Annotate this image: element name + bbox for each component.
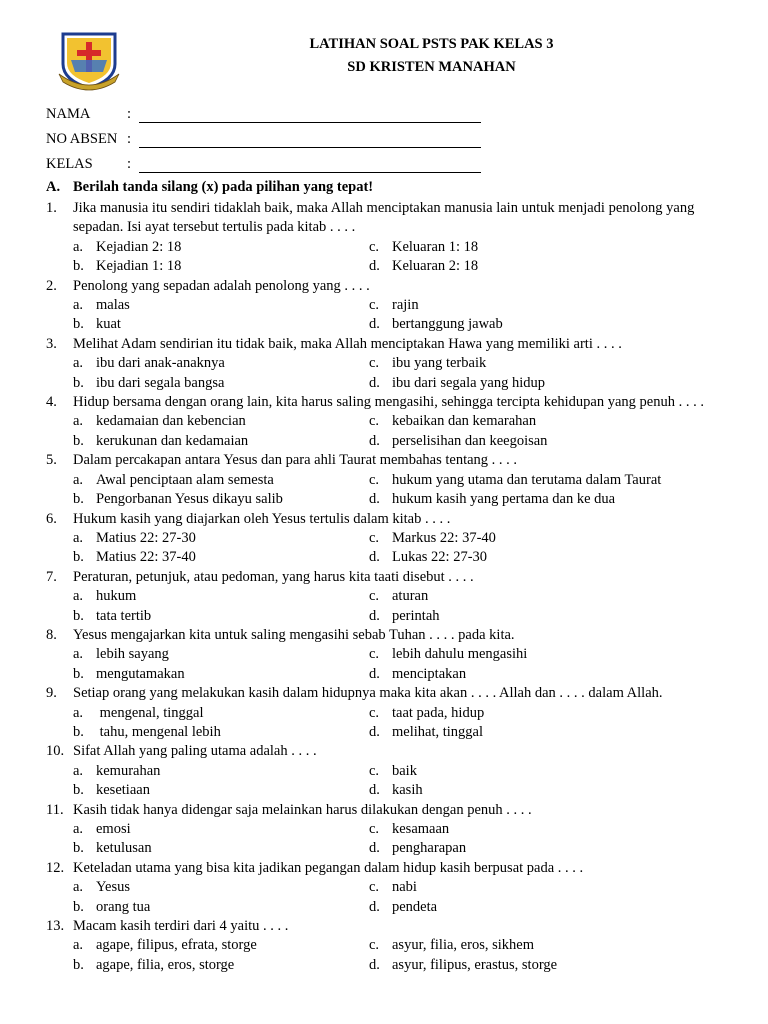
question-item: [46, 801, 716, 859]
question-number: 12.: [46, 859, 65, 876]
option-text: Matius 22: 37-40: [96, 549, 196, 566]
option-text: tata tertib: [96, 607, 152, 624]
option-letter: c.: [369, 762, 380, 779]
option-text: Yesus: [96, 879, 130, 896]
option-text: ibu dari segala bangsa: [96, 374, 225, 391]
option-letter: a.: [73, 471, 84, 488]
option-text: Keluaran 1: 18: [392, 238, 479, 255]
answer-option[interactable]: [369, 315, 689, 334]
question-text: Melihat Adam sendirian itu tidak baik, maka Allah menciptakan Hawa yang memiliki arti . . . .: [73, 335, 622, 352]
answer-option[interactable]: [369, 665, 689, 684]
option-text: kebaikan dan kemarahan: [392, 413, 537, 430]
answer-options: [73, 645, 716, 684]
question-number: 2.: [46, 277, 57, 294]
answer-option[interactable]: [369, 412, 689, 431]
option-letter: d.: [369, 607, 380, 624]
option-text: Lukas 22: 27-30: [392, 549, 488, 566]
answer-options: [73, 529, 716, 568]
option-text: Kejadian 1: 18: [96, 258, 182, 275]
question-text: Yesus mengajarkan kita untuk saling mengasihi sebab Tuhan . . . . pada kita.: [73, 626, 515, 643]
answer-option[interactable]: [369, 956, 689, 975]
option-text: malas: [96, 297, 130, 314]
option-letter: c.: [369, 413, 380, 430]
question-text: Hukum kasih yang diajarkan oleh Yesus tertulis dalam kitab . . . .: [73, 510, 451, 527]
field-label: NO ABSEN: [46, 131, 118, 147]
answer-option[interactable]: [369, 878, 689, 897]
question-item: [46, 277, 716, 335]
question-item: [46, 510, 716, 568]
option-text: ibu dari segala yang hidup: [392, 374, 546, 391]
question-item: [46, 859, 716, 917]
option-text: taat pada, hidup: [392, 704, 485, 721]
option-text: lebih sayang: [96, 646, 169, 663]
question-text: Hidup bersama dengan orang lain, kita harus saling mengasihi, sehingga tercipta kehidupan yang penuh . . . .: [73, 394, 704, 411]
answer-option[interactable]: [369, 723, 689, 742]
answer-option[interactable]: [369, 529, 689, 548]
answer-option[interactable]: [369, 296, 689, 315]
answer-options: [73, 238, 716, 277]
option-letter: a.: [73, 646, 84, 663]
answer-option[interactable]: [369, 587, 689, 606]
question-item: [46, 568, 716, 626]
option-text: Matius 22: 27-30: [96, 529, 196, 546]
option-letter: d.: [369, 665, 380, 682]
option-letter: c.: [369, 529, 380, 546]
question-item: [46, 451, 716, 509]
field-label: NAMA: [46, 106, 91, 122]
answer-option[interactable]: [369, 839, 689, 858]
option-letter: b.: [73, 723, 84, 740]
question-number: 6.: [46, 510, 57, 527]
question-item: [46, 393, 716, 451]
answer-option[interactable]: [369, 471, 689, 490]
option-letter: d.: [369, 782, 380, 799]
answer-options: [73, 471, 716, 510]
option-text: menciptakan: [392, 665, 467, 682]
answer-option[interactable]: [73, 645, 369, 664]
option-text: kuat: [96, 316, 121, 333]
option-text: perintah: [392, 607, 440, 624]
option-letter: b.: [73, 491, 84, 508]
answer-option[interactable]: [73, 936, 369, 955]
option-text: melihat, tinggal: [392, 723, 484, 740]
option-letter: c.: [369, 471, 380, 488]
option-letter: d.: [369, 898, 380, 915]
option-letter: c.: [369, 297, 380, 314]
answer-options: [73, 762, 716, 801]
option-text: nabi: [392, 879, 417, 896]
question-text: Penolong yang sepadan adalah penolong yang . . . .: [73, 277, 370, 294]
answer-options: [73, 412, 716, 451]
answer-option[interactable]: [73, 723, 369, 742]
option-text: mengutamakan: [96, 665, 185, 682]
option-letter: d.: [369, 316, 380, 333]
question-item: [46, 335, 716, 393]
question-text: Dalam percakapan antara Yesus dan para ahli Taurat membahas tentang . . . .: [73, 452, 518, 469]
question-number: 1.: [46, 200, 57, 216]
option-text: baik: [392, 762, 417, 779]
answer-option[interactable]: [73, 607, 369, 626]
option-text: kerukunan dan kedamaian: [96, 432, 249, 449]
answer-options: [73, 936, 716, 975]
option-letter: d.: [369, 491, 380, 508]
option-text: Markus 22: 37-40: [392, 529, 496, 546]
name-field[interactable]: [46, 103, 486, 125]
question-item: [46, 684, 716, 742]
answer-option[interactable]: [369, 432, 689, 451]
option-text: Awal penciptaan alam semesta: [96, 471, 274, 488]
answer-option[interactable]: [369, 374, 689, 393]
option-text: mengenal, tinggal: [96, 704, 204, 721]
answer-option[interactable]: [73, 878, 369, 897]
absen-field[interactable]: [46, 128, 486, 150]
field-colon: :: [127, 156, 132, 172]
option-letter: c.: [369, 588, 380, 605]
question-text: Sifat Allah yang paling utama adalah . . . .: [73, 743, 317, 760]
option-letter: b.: [73, 840, 84, 857]
option-text: kesamaan: [392, 821, 450, 837]
option-text: agape, filipus, efrata, storge: [96, 937, 257, 954]
option-letter: c.: [369, 879, 380, 896]
answer-options: [73, 878, 716, 917]
option-letter: a.: [73, 762, 84, 779]
question-text: Macam kasih terdiri dari 4 yaitu . . . .: [73, 918, 289, 935]
field-colon: :: [127, 106, 132, 122]
option-text: agape, filia, eros, storge: [96, 956, 235, 973]
answer-option[interactable]: [73, 898, 369, 917]
question-text: Setiap orang yang melakukan kasih dalam hidupnya maka kita akan . . . . Allah dan . . . . dalam Allah.: [73, 685, 663, 702]
option-letter: a.: [73, 821, 84, 837]
option-text: bertanggung jawab: [392, 316, 503, 333]
option-letter: b.: [73, 898, 84, 915]
school-name: SD KRISTEN MANAHAN: [347, 59, 516, 75]
answer-option[interactable]: [73, 471, 369, 490]
option-text: asyur, filipus, erastus, storge: [392, 956, 558, 973]
answer-option[interactable]: [73, 839, 369, 858]
field-label: KELAS: [46, 156, 93, 172]
option-letter: d.: [369, 723, 380, 740]
section-heading: [46, 179, 373, 196]
answer-line[interactable]: [139, 147, 481, 148]
question-number: 4.: [46, 394, 57, 411]
section-number: A.: [46, 179, 61, 195]
option-text: asyur, filia, eros, sikhem: [392, 937, 534, 954]
answer-option[interactable]: [73, 956, 369, 975]
answer-option[interactable]: [369, 238, 689, 257]
answer-option[interactable]: [369, 936, 689, 955]
option-letter: a.: [73, 529, 84, 546]
answer-option[interactable]: [369, 645, 689, 664]
option-text: Pengorbanan Yesus dikayu salib: [96, 491, 283, 508]
answer-option[interactable]: [73, 529, 369, 548]
answer-option[interactable]: [369, 781, 689, 800]
answer-line[interactable]: [139, 172, 481, 173]
question-number: 13.: [46, 918, 65, 935]
question-item: [46, 199, 716, 277]
option-letter: d.: [369, 549, 380, 566]
question-list: [46, 199, 716, 975]
option-letter: a.: [73, 879, 84, 896]
answer-option[interactable]: [73, 781, 369, 800]
question-text: Keteladan utama yang bisa kita jadikan pegangan dalam hidup kasih berpusat pada . . . .: [73, 859, 584, 876]
option-text: ibu yang terbaik: [392, 355, 487, 372]
page-title: LATIHAN SOAL PSTS PAK KELAS 3: [309, 36, 554, 52]
option-letter: c.: [369, 646, 380, 663]
option-text: perselisihan dan keegoisan: [392, 432, 548, 449]
option-letter: a.: [73, 588, 84, 605]
option-letter: b.: [73, 607, 84, 624]
answer-option[interactable]: [73, 238, 369, 257]
question-number: 7.: [46, 568, 57, 585]
answer-option[interactable]: [73, 704, 369, 723]
option-text: lebih dahulu mengasihi: [392, 646, 528, 663]
option-letter: b.: [73, 316, 84, 333]
answer-options: [73, 354, 716, 393]
answer-option[interactable]: [73, 296, 369, 315]
question-number: 10.: [46, 743, 65, 760]
answer-option[interactable]: [369, 354, 689, 373]
option-letter: d.: [369, 374, 380, 391]
question-item: [46, 626, 716, 684]
option-letter: c.: [369, 704, 380, 721]
answer-option[interactable]: [73, 762, 369, 781]
option-text: emosi: [96, 821, 131, 837]
option-letter: b.: [73, 432, 84, 449]
option-letter: c.: [369, 355, 380, 372]
answer-options: [73, 820, 716, 859]
option-text: orang tua: [96, 898, 151, 915]
question-item: [46, 917, 716, 975]
answer-option[interactable]: [369, 607, 689, 626]
option-letter: c.: [369, 821, 380, 837]
option-text: Kejadian 2: 18: [96, 238, 182, 255]
option-text: kemurahan: [96, 762, 161, 779]
option-letter: d.: [369, 258, 380, 275]
answer-option[interactable]: [369, 762, 689, 781]
answer-option[interactable]: [369, 820, 689, 839]
answer-option[interactable]: [73, 374, 369, 393]
option-letter: a.: [73, 238, 84, 255]
option-text: kasih: [392, 782, 423, 799]
option-letter: d.: [369, 840, 380, 857]
option-text: hukum: [96, 588, 137, 605]
answer-option[interactable]: [73, 490, 369, 509]
option-text: hukum yang utama dan terutama dalam Taurat: [392, 471, 662, 488]
answer-option[interactable]: [369, 257, 689, 276]
option-text: pengharapan: [392, 840, 467, 857]
answer-option[interactable]: [73, 587, 369, 606]
option-letter: a.: [73, 704, 84, 721]
answer-option[interactable]: [73, 257, 369, 276]
question-number: 8.: [46, 626, 57, 643]
option-letter: a.: [73, 297, 84, 314]
option-letter: a.: [73, 355, 84, 372]
answer-option[interactable]: [369, 548, 689, 567]
option-text: pendeta: [392, 898, 438, 915]
option-text: tahu, mengenal lebih: [96, 723, 221, 740]
option-text: kesetiaan: [96, 782, 150, 799]
option-letter: b.: [73, 549, 84, 566]
option-letter: b.: [73, 782, 84, 799]
answer-option[interactable]: [369, 898, 689, 917]
question-number: 9.: [46, 685, 57, 702]
option-text: aturan: [392, 588, 429, 605]
answer-option[interactable]: [369, 490, 689, 509]
answer-option[interactable]: [73, 354, 369, 373]
answer-option[interactable]: [369, 704, 689, 723]
answer-option[interactable]: [73, 820, 369, 839]
field-colon: :: [127, 131, 132, 147]
option-letter: b.: [73, 258, 84, 275]
option-letter: a.: [73, 413, 84, 430]
answer-option[interactable]: [73, 548, 369, 567]
class-field[interactable]: [46, 153, 486, 175]
option-letter: c.: [369, 937, 380, 954]
question-text: Peraturan, petunjuk, atau pedoman, yang harus kita taati disebut . . . .: [73, 568, 474, 585]
option-text: ibu dari anak-anaknya: [96, 355, 225, 372]
option-letter: b.: [73, 665, 84, 682]
option-text: Keluaran 2: 18: [392, 258, 479, 275]
question-number: 11.: [46, 801, 64, 818]
question-text: Jika manusia itu sendiri tidaklah baik, maka Allah menciptakan manusia lain untuk menjadi penolong yang sepadan. Isi ayat tersebut tertulis pada kitab . . . .: [73, 200, 695, 236]
option-text: rajin: [392, 297, 419, 314]
answer-options: [73, 704, 716, 743]
option-text: hukum kasih yang pertama dan ke dua: [392, 491, 616, 508]
question-text: Kasih tidak hanya didengar saja melainkan harus dilakukan dengan penuh . . . .: [73, 801, 532, 818]
answer-option[interactable]: [73, 412, 369, 431]
option-text: kedamaian dan kebencian: [96, 413, 246, 430]
option-letter: c.: [369, 238, 380, 255]
answer-line[interactable]: [139, 122, 481, 123]
answer-options: [73, 296, 716, 335]
option-text: ketulusan: [96, 840, 152, 857]
question-number: 3.: [46, 335, 57, 352]
option-letter: d.: [369, 956, 380, 973]
option-letter: d.: [369, 432, 380, 449]
answer-options: [73, 587, 716, 626]
answer-option[interactable]: [73, 432, 369, 451]
answer-option[interactable]: [73, 315, 369, 334]
answer-option[interactable]: [73, 665, 369, 684]
question-number: 5.: [46, 452, 57, 469]
option-letter: b.: [73, 956, 84, 973]
option-letter: b.: [73, 374, 84, 391]
option-letter: a.: [73, 937, 84, 954]
section-instruction: Berilah tanda silang (x) pada pilihan yang tepat!: [73, 179, 374, 195]
question-item: [46, 742, 716, 800]
